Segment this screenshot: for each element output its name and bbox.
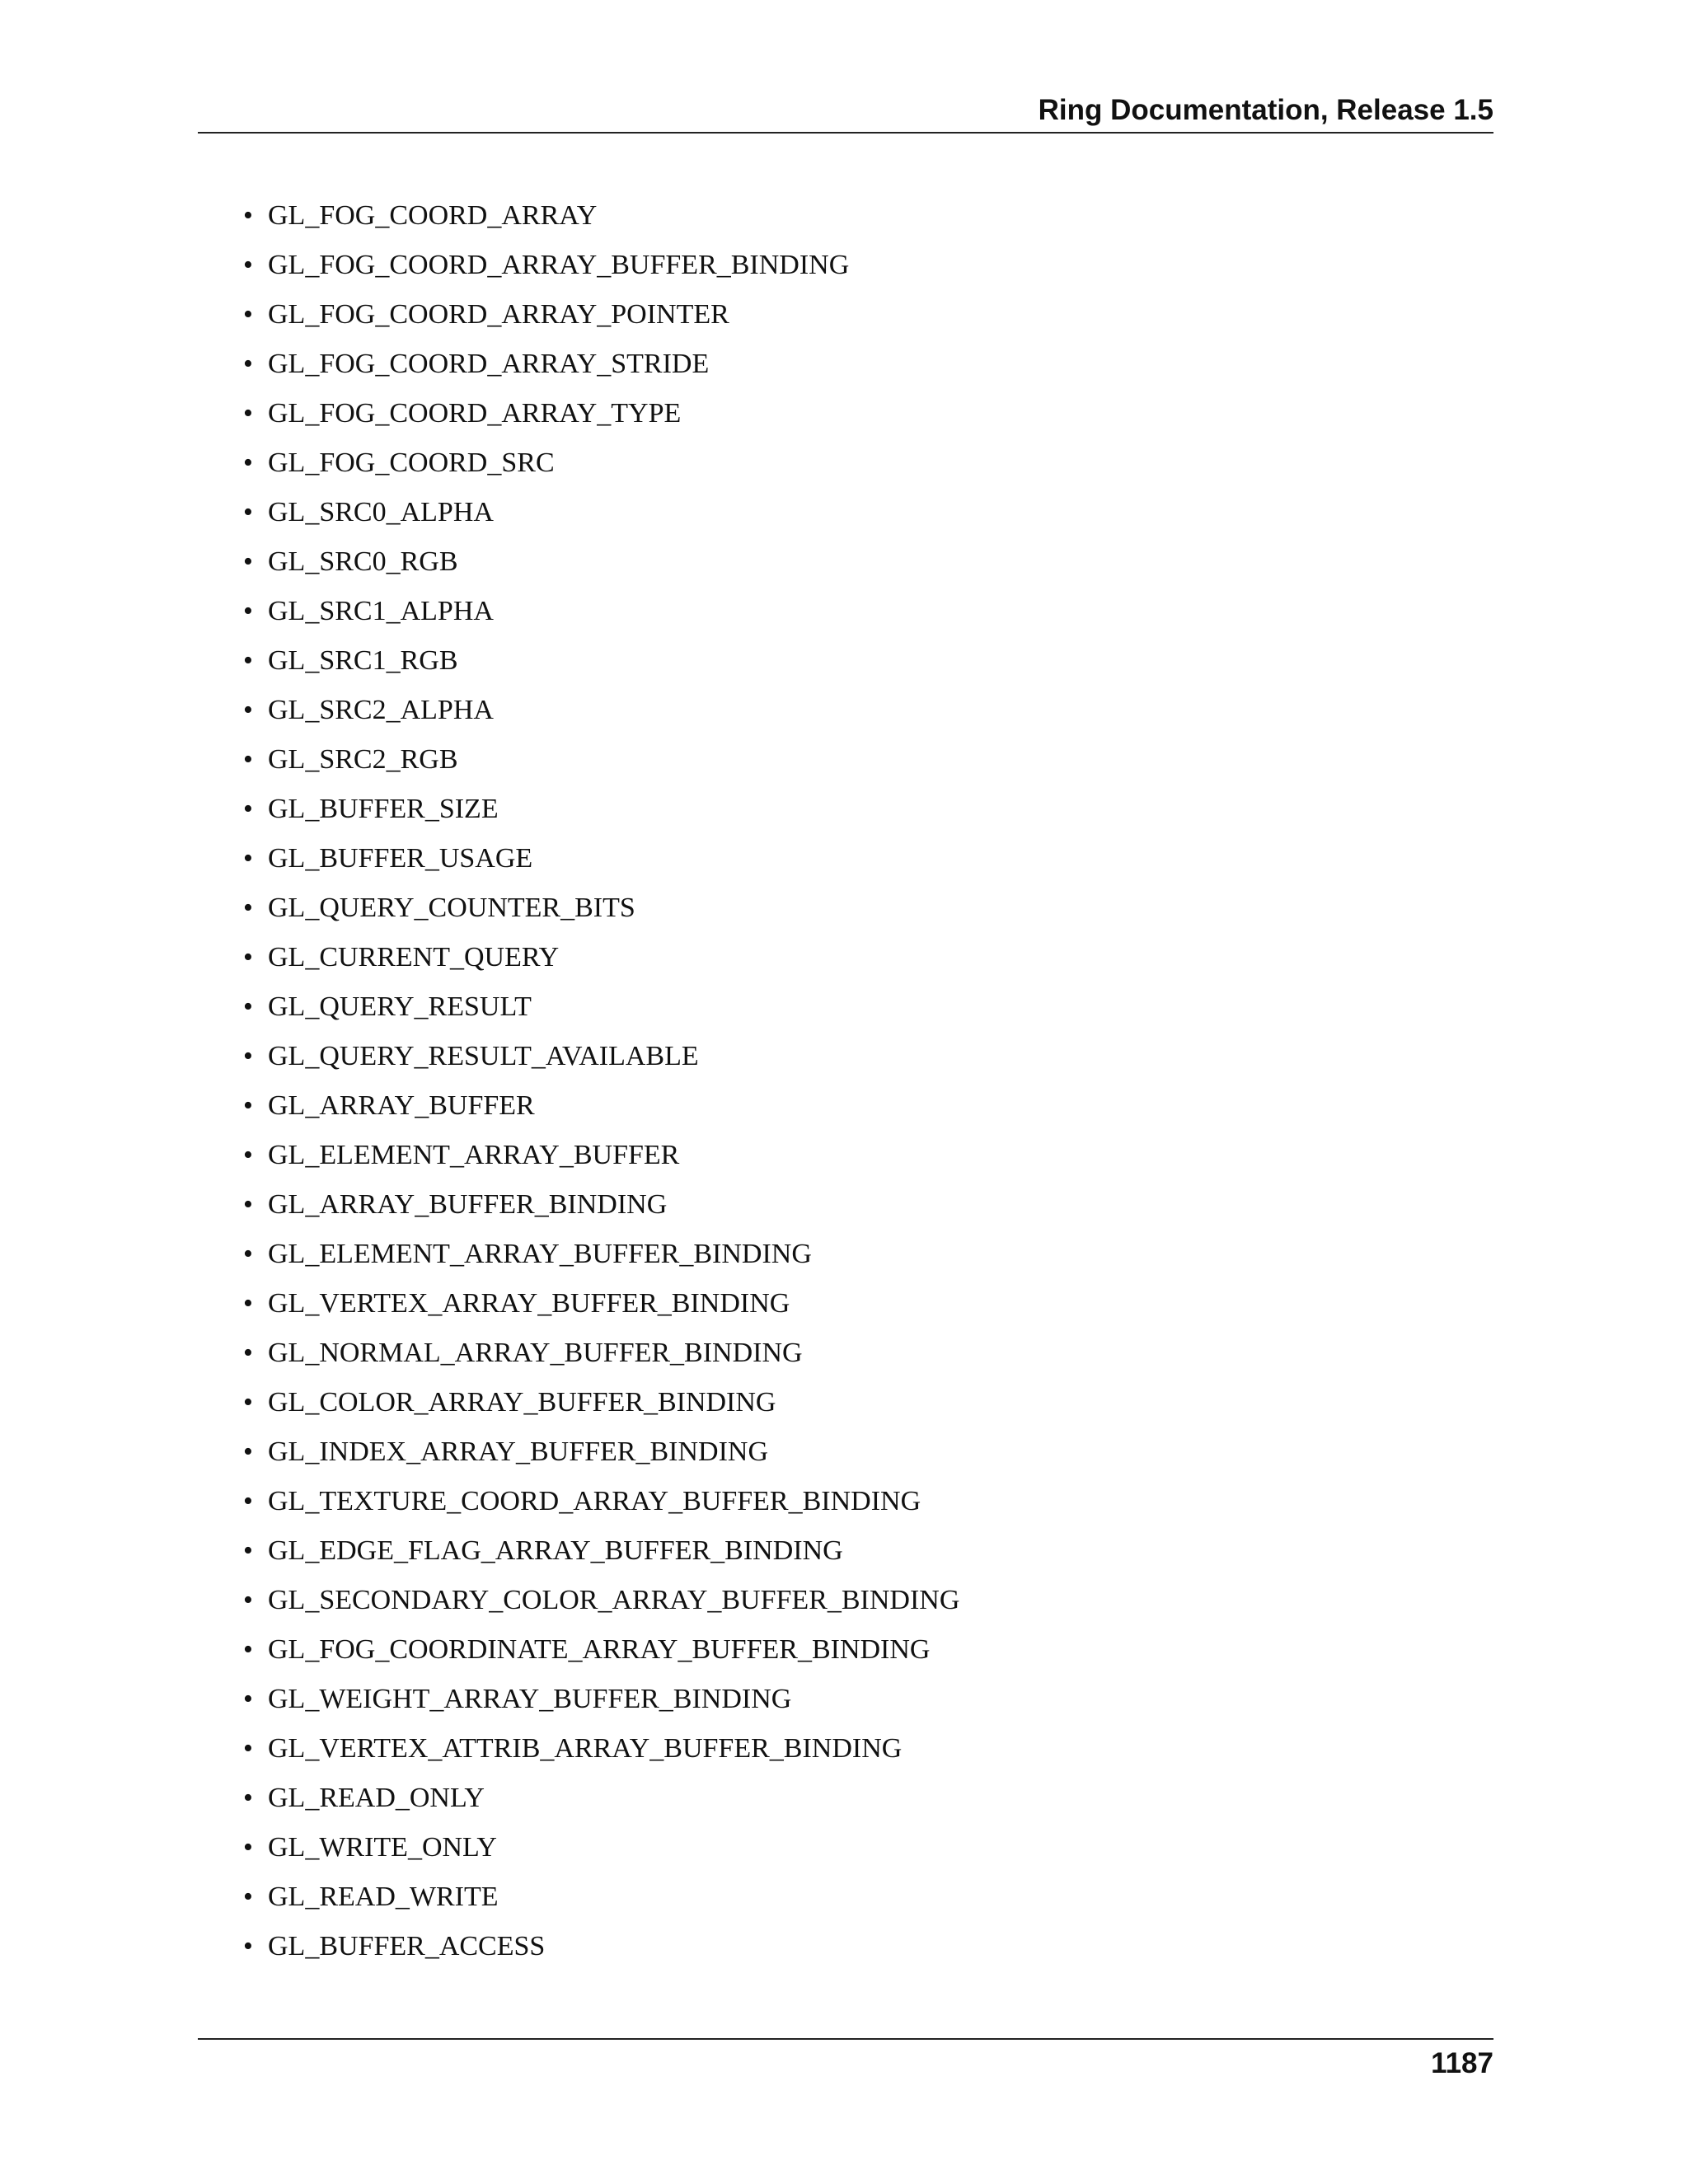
list-item [243, 989, 1479, 1038]
list-item [243, 1088, 1479, 1137]
bullet-icon: • [243, 1733, 253, 1764]
list-item [243, 544, 1479, 593]
list-item [243, 593, 1479, 643]
bullet-icon: • [243, 1288, 253, 1319]
page-header [198, 89, 1493, 134]
bullet-icon: • [243, 299, 253, 330]
bullet-icon: • [243, 843, 253, 874]
bullet-icon: • [243, 1931, 253, 1961]
list-item-text: GL_COLOR_ARRAY_BUFFER_BINDING [268, 1387, 776, 1418]
page-number: 1187 [1431, 2047, 1493, 2079]
list-item-text: GL_READ_ONLY [268, 1783, 485, 1813]
bullet-icon: • [243, 1140, 253, 1170]
list-item-text: GL_READ_WRITE [268, 1882, 499, 1912]
bullet-icon: • [243, 1189, 253, 1220]
list-item [243, 643, 1479, 692]
constant-list [243, 198, 1479, 1978]
list-item-text: GL_FOG_COORD_ARRAY_BUFFER_BINDING [268, 250, 850, 280]
bullet-icon: • [243, 991, 253, 1022]
list-item [243, 692, 1479, 742]
list-item-text: GL_FOG_COORDINATE_ARRAY_BUFFER_BINDING [268, 1634, 931, 1665]
list-item [243, 1830, 1479, 1879]
bullet-icon: • [243, 893, 253, 923]
list-item-text: GL_BUFFER_USAGE [268, 843, 533, 874]
bullet-icon: • [243, 596, 253, 626]
list-item-text: GL_VERTEX_ARRAY_BUFFER_BINDING [268, 1288, 790, 1319]
bullet-icon: • [243, 1684, 253, 1714]
list-item [243, 791, 1479, 841]
bullet-icon: • [243, 497, 253, 527]
list-item [243, 297, 1479, 346]
list-item-text: GL_QUERY_COUNTER_BITS [268, 893, 635, 923]
list-item [243, 1286, 1479, 1335]
list-item [243, 1038, 1479, 1088]
bullet-icon: • [243, 942, 253, 972]
list-item [243, 198, 1479, 247]
bullet-icon: • [243, 1585, 253, 1615]
bullet-icon: • [243, 200, 253, 231]
list-item-text: GL_BUFFER_ACCESS [268, 1931, 546, 1961]
bullet-icon: • [243, 1338, 253, 1368]
list-item [243, 890, 1479, 940]
list-item [243, 494, 1479, 544]
bullet-icon: • [243, 645, 253, 676]
bullet-icon: • [243, 744, 253, 775]
list-item-text: GL_INDEX_ARRAY_BUFFER_BINDING [268, 1436, 769, 1467]
list-item-text: GL_SRC1_RGB [268, 645, 458, 676]
document-title: Ring Documentation, Release 1.5 [1038, 94, 1493, 126]
list-item-text: GL_BUFFER_SIZE [268, 794, 499, 824]
list-item-text: GL_FOG_COORD_ARRAY_POINTER [268, 299, 729, 330]
bullet-icon: • [243, 1387, 253, 1418]
list-item-text: GL_FOG_COORD_SRC [268, 448, 555, 478]
bullet-icon: • [243, 349, 253, 379]
list-item [243, 1236, 1479, 1286]
footer-rule [198, 2038, 1493, 2040]
bullet-icon: • [243, 1239, 253, 1269]
list-item [243, 1483, 1479, 1533]
list-item-text: GL_FOG_COORD_ARRAY_STRIDE [268, 349, 710, 379]
bullet-icon: • [243, 695, 253, 725]
list-item-text: GL_WEIGHT_ARRAY_BUFFER_BINDING [268, 1684, 792, 1714]
list-item-text: GL_QUERY_RESULT_AVAILABLE [268, 1041, 699, 1071]
list-item-text: GL_NORMAL_ARRAY_BUFFER_BINDING [268, 1338, 803, 1368]
list-item-text: GL_SRC2_RGB [268, 744, 458, 775]
bullet-icon: • [243, 1535, 253, 1566]
bullet-icon: • [243, 1832, 253, 1863]
bullet-icon: • [243, 546, 253, 577]
list-item-text: GL_QUERY_RESULT [268, 991, 532, 1022]
list-item-text: GL_EDGE_FLAG_ARRAY_BUFFER_BINDING [268, 1535, 843, 1566]
list-item [243, 1780, 1479, 1830]
list-item [243, 396, 1479, 445]
list-item [243, 1879, 1479, 1929]
list-item-text: GL_FOG_COORD_ARRAY [268, 200, 598, 231]
list-item-text: GL_SECONDARY_COLOR_ARRAY_BUFFER_BINDING [268, 1585, 960, 1615]
bullet-icon: • [243, 448, 253, 478]
list-item-text: GL_ARRAY_BUFFER_BINDING [268, 1189, 668, 1220]
list-item [243, 1335, 1479, 1385]
bullet-icon: • [243, 1041, 253, 1071]
bullet-icon: • [243, 1436, 253, 1467]
list-item [243, 1929, 1479, 1978]
bullet-icon: • [243, 1882, 253, 1912]
list-item-text: GL_ELEMENT_ARRAY_BUFFER [268, 1140, 680, 1170]
bullet-icon: • [243, 1783, 253, 1813]
list-item [243, 247, 1479, 297]
list-item [243, 742, 1479, 791]
list-item [243, 1533, 1479, 1582]
bullet-icon: • [243, 1090, 253, 1121]
list-item [243, 1385, 1479, 1434]
list-item-text: GL_WRITE_ONLY [268, 1832, 497, 1863]
list-item [243, 1632, 1479, 1681]
bullet-icon: • [243, 1634, 253, 1665]
list-item-text: GL_SRC2_ALPHA [268, 695, 494, 725]
list-item-text: GL_ELEMENT_ARRAY_BUFFER_BINDING [268, 1239, 812, 1269]
list-item [243, 1434, 1479, 1483]
list-item-text: GL_VERTEX_ATTRIB_ARRAY_BUFFER_BINDING [268, 1733, 903, 1764]
bullet-icon: • [243, 794, 253, 824]
list-item [243, 841, 1479, 890]
list-item-text: GL_SRC1_ALPHA [268, 596, 494, 626]
list-item [243, 1187, 1479, 1236]
bullet-icon: • [243, 398, 253, 429]
list-item-text: GL_SRC0_ALPHA [268, 497, 494, 527]
list-item-text: GL_SRC0_RGB [268, 546, 458, 577]
list-item-text: GL_TEXTURE_COORD_ARRAY_BUFFER_BINDING [268, 1486, 921, 1516]
bullet-icon: • [243, 1486, 253, 1516]
list-item [243, 1582, 1479, 1632]
list-item [243, 445, 1479, 494]
list-item [243, 1137, 1479, 1187]
list-item [243, 346, 1479, 396]
bullet-icon: • [243, 250, 253, 280]
list-item-text: GL_ARRAY_BUFFER [268, 1090, 535, 1121]
list-item [243, 1731, 1479, 1780]
list-item [243, 1681, 1479, 1731]
list-item-text: GL_CURRENT_QUERY [268, 942, 560, 972]
list-item [243, 940, 1479, 989]
list-item-text: GL_FOG_COORD_ARRAY_TYPE [268, 398, 682, 429]
